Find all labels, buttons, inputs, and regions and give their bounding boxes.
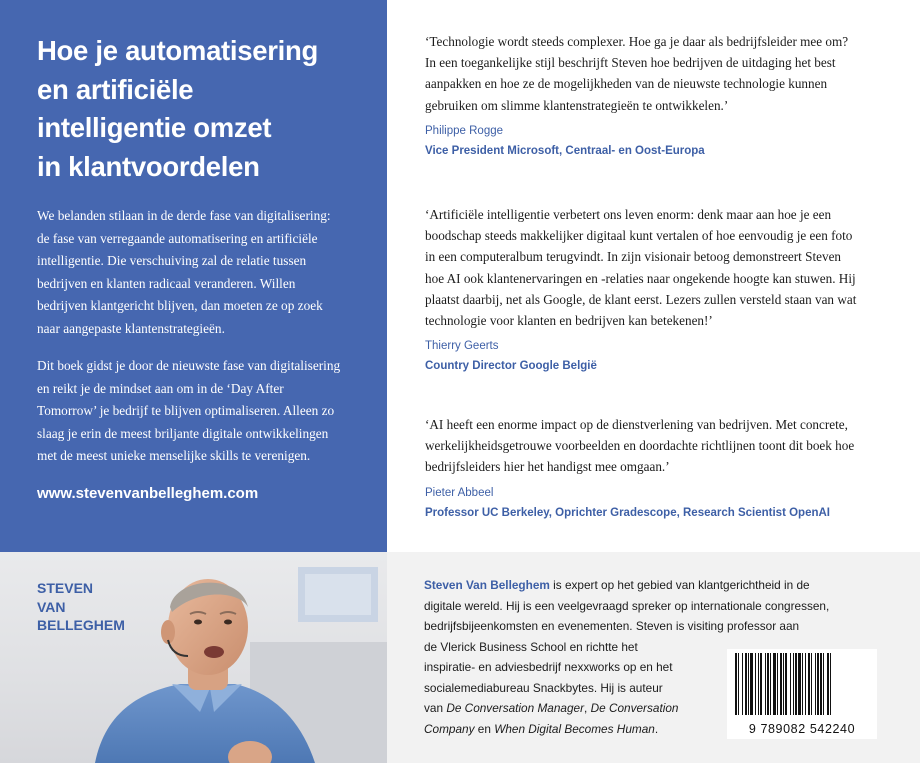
barcode-bar <box>827 653 829 715</box>
quote-line: ‘Artificiële intelligentie verbetert ons leven enorm: denk maar aan hoe je een <box>425 207 832 222</box>
quote-line: werkelijkheidsgetrouwe voorbeelden en doordachte richtlijnen toont dit boek hoe <box>425 438 855 454</box>
text-line: naar aangepaste klantenstrategieën. <box>37 320 225 336</box>
book-title <box>37 32 382 186</box>
barcode-bar <box>767 653 769 715</box>
barcode-bar <box>823 653 824 715</box>
barcode-bars <box>727 653 877 723</box>
quote-text <box>425 204 895 331</box>
text-line: intelligentie. Die verschuiving zal de relatie tussen <box>37 253 307 268</box>
quote-line: in een computeralbum terugvindt. In zijn visionair betoog demonstreert Steven <box>425 249 842 265</box>
text-line: bedrijven klantgericht blijven, dan moeten ze op zoek <box>37 298 323 313</box>
text-line: met de meest unieke menselijke skills te verenigen. <box>37 448 311 463</box>
isbn-digits: 9 789082 542240 <box>748 722 856 736</box>
quote-line: bedrijfsleiders hier het handigst mee omgaan.’ <box>425 459 670 475</box>
barcode-bar <box>815 653 816 715</box>
quote-author-role: Country Director Google België <box>425 360 597 373</box>
barcode-bar <box>773 653 776 715</box>
barcode-bar <box>808 653 810 715</box>
title-line: intelligentie omzet <box>37 112 272 143</box>
quote-block <box>425 414 895 519</box>
quote-text <box>425 414 895 478</box>
quote-author-name: Pieter Abbeel <box>425 486 494 499</box>
barcode-bar <box>742 653 743 715</box>
barcode-bar <box>758 653 759 715</box>
bio-line: socialemediabureau Snackbytes. Hij is auteur <box>424 680 663 695</box>
text-line: bedrijven en klanten radicaal veranderen. Willen <box>37 275 296 291</box>
barcode-bar <box>750 653 753 715</box>
quote-block <box>425 204 895 372</box>
title-line: en artificiële <box>37 73 194 105</box>
bio-text: van <box>424 701 447 715</box>
quote-author-role: Professor UC Berkeley, Oprichter Gradescope, Research Scientist OpenAI <box>425 506 830 519</box>
author-name-block <box>37 579 125 635</box>
quote-line: plaatst daarbij, net als Google, de klant eerst. Lezers zullen versteld staan van wat <box>425 291 857 307</box>
bio-line: inspiratie- en adviesbedrijf nexxworks op en het <box>424 660 673 674</box>
quote-line: boodschap steeds makkelijker digitaal kunt vertalen of hoe eenvoudig je een foto <box>425 228 853 244</box>
barcode-bar <box>738 653 739 715</box>
website-url: www.stevenvanbelleghem.com <box>37 485 259 502</box>
barcode-bar <box>798 653 801 715</box>
text-line: de fase van verregaande automatisering en artificiële <box>37 230 318 246</box>
quote-author-role: Vice President Microsoft, Centraal- en Oost-Europa <box>425 144 705 157</box>
barcode-bar <box>760 653 762 715</box>
quote-line: ‘AI heeft een enorme impact op de dienstverlening van bedrijven. Met concrete, <box>425 417 848 432</box>
quote-text <box>425 31 895 116</box>
bio-line: digitale wereld. Hij is een veelgevraagd spreker op internationale congressen, <box>424 598 830 613</box>
title-line: Hoe je automatisering <box>37 35 318 66</box>
bio-text: . <box>654 721 659 736</box>
quote-line: In een toegankelijke stijl beschrijft Steven hoe bedrijven de uitdaging het best <box>425 55 836 71</box>
barcode-bar <box>777 653 778 715</box>
intro-paragraph <box>37 205 377 340</box>
barcode-bar <box>748 653 749 715</box>
author-name-line: STEVEN <box>37 580 94 596</box>
barcode-bar <box>783 653 784 715</box>
barcode-bar <box>817 653 819 715</box>
barcode-bar <box>802 653 803 715</box>
barcode-bar <box>795 653 797 715</box>
title-line: in klantvoordelen <box>37 150 260 182</box>
barcode-bar <box>745 653 747 715</box>
isbn-barcode <box>727 649 877 739</box>
bio-line: de Vlerick Business School en richtte het <box>424 639 638 654</box>
barcode-bar <box>820 653 822 715</box>
text-line: We belanden stilaan in de derde fase van digitalisering: <box>37 208 331 223</box>
quote-author-name: Thierry Geerts <box>425 340 499 353</box>
barcode-bar <box>785 653 787 715</box>
text-line: en reikt je de mindset aan om in de ‘Day After <box>37 380 284 396</box>
quote-line: aanpakken en hoe ze de mogelijkheden van de nieuwste technologie kunnen <box>425 76 828 92</box>
quote-block <box>425 31 895 157</box>
barcode-bar <box>755 653 756 715</box>
book-title-ref: When Digital Becomes Human <box>494 721 655 736</box>
bio-text: en <box>474 721 495 736</box>
body-paragraph <box>37 355 377 468</box>
text-line: Dit boek gidst je door de nieuwste fase van digitalisering <box>37 358 341 373</box>
quote-author-name: Philippe Rogge <box>425 124 504 137</box>
book-title-ref: De Conversation Manager <box>446 701 585 715</box>
barcode-bar <box>790 653 791 715</box>
barcode-bar <box>735 653 737 715</box>
barcode-bar <box>793 653 794 715</box>
bio-text: , <box>584 701 591 715</box>
author-name-line: VAN <box>37 598 66 615</box>
text-line: Tomorrow’ je bedrijf te blijven optimaliseren. Alleen zo <box>37 403 335 418</box>
book-title-ref: De Conversation <box>590 701 679 715</box>
book-title-ref: Company <box>424 721 475 736</box>
barcode-bar <box>805 653 806 715</box>
quote-line: ‘Technologie wordt steeds complexer. Hoe ga je daar als bedrijfsleider mee om? <box>425 34 849 49</box>
bio-line: bedrijfsbijeenkomsten en evenementen. Steven is visiting professor aan <box>424 619 800 633</box>
barcode-bar <box>811 653 812 715</box>
author-name-line: BELLEGHEM <box>37 617 125 633</box>
bio-author-name: Steven Van Belleghem <box>424 578 550 592</box>
quote-line: gebruiken om slimme klantenstrategieën te ontwikkelen.’ <box>425 97 729 113</box>
barcode-bar <box>765 653 766 715</box>
text-line: slaag je erin de meest briljante digitale ontwikkelingen <box>37 425 329 441</box>
quote-line: hoe AI ook klantenervaringen en -relaties naar ongekende hoogte kan stuwen. Hij <box>425 270 856 286</box>
quote-line: technologie voor klanten en bedrijven kan betekenen!’ <box>425 313 713 329</box>
barcode-bar <box>780 653 782 715</box>
barcode-bar <box>770 653 771 715</box>
bio-line <box>424 575 864 596</box>
barcode-bar <box>830 653 831 715</box>
bio-text: is expert op het gebied van klantgerichtheid in de <box>549 578 810 592</box>
